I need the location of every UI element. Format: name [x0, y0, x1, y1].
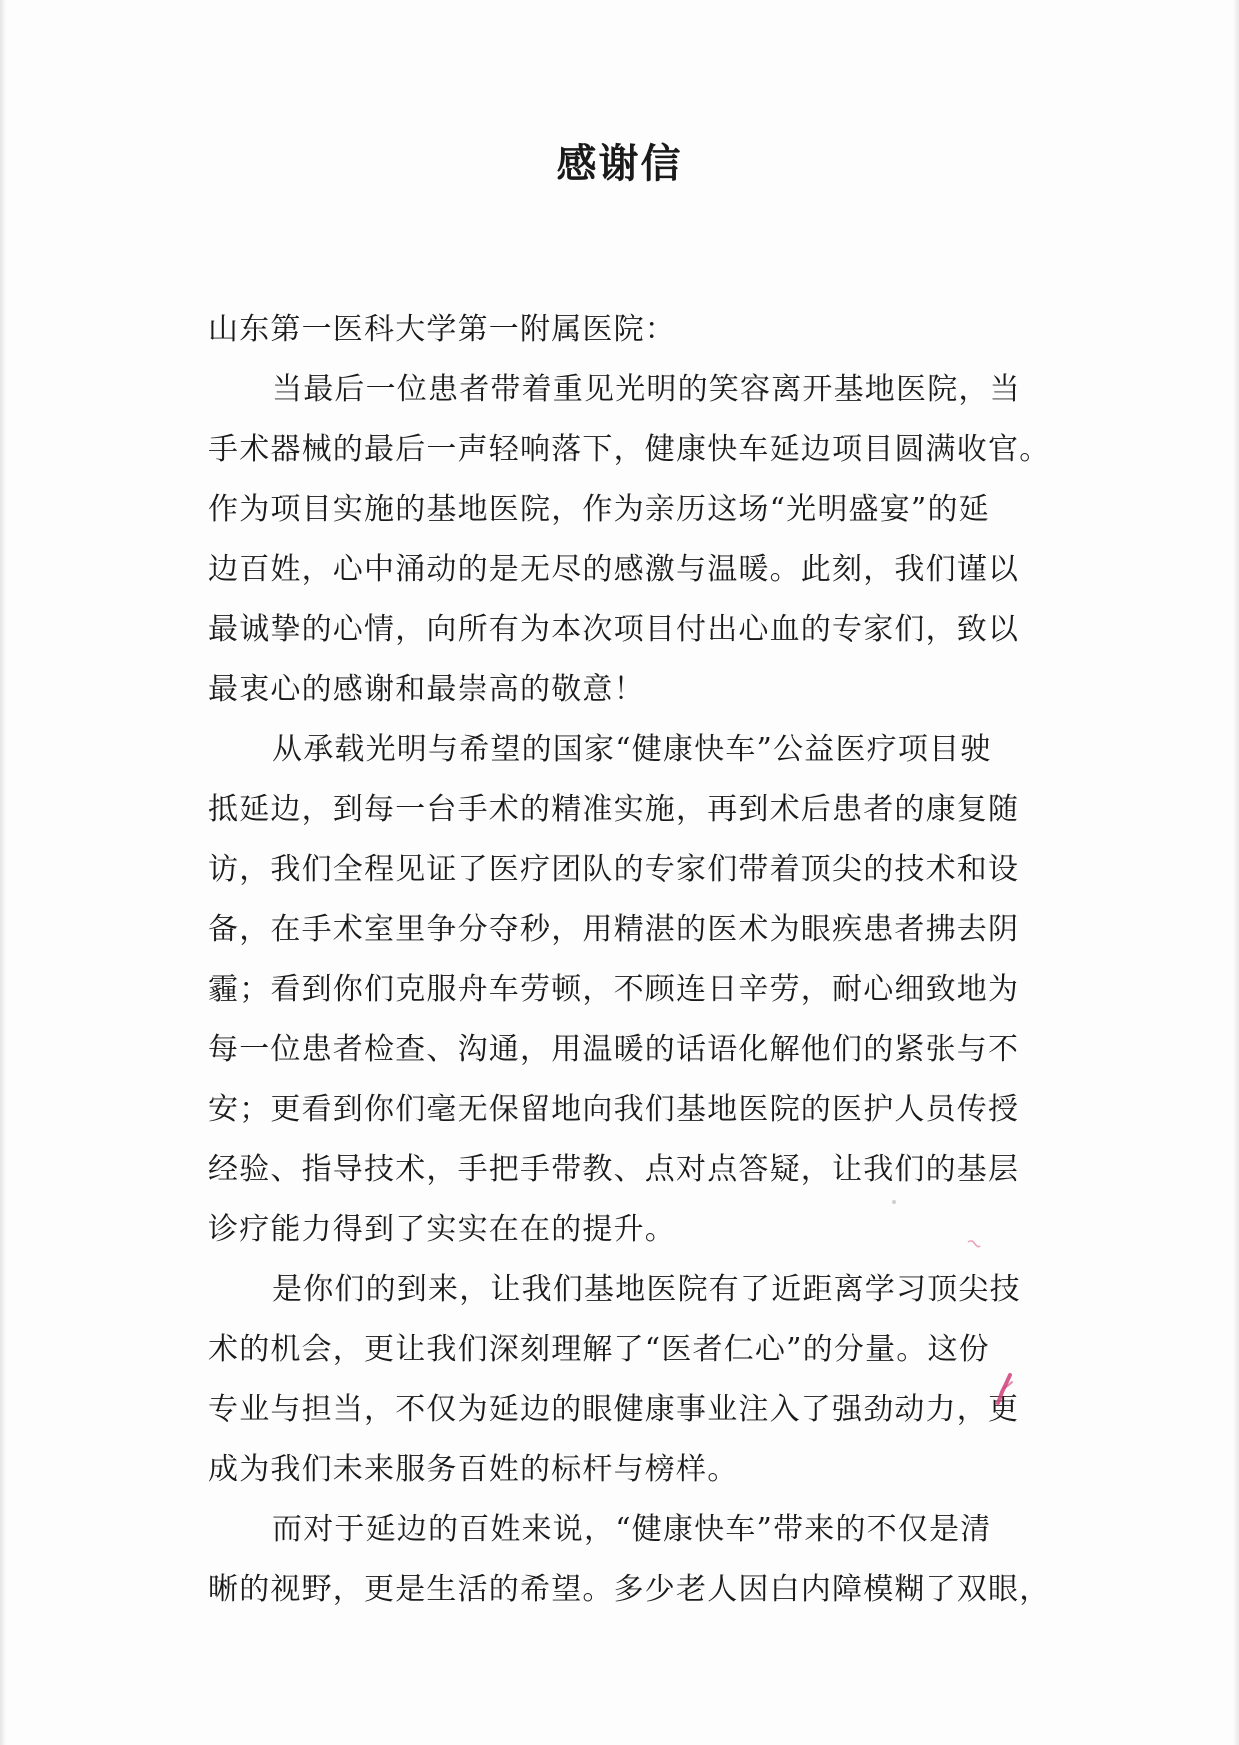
paragraph-2-line-5: 霾；看到你们克服舟车劳顿，不顾连日辛劳，耐心细致地为 — [208, 972, 1020, 1007]
paragraph-3-line-2: 术的机会，更让我们深刻理解了“医者仁心”的分量。这份 — [208, 1332, 990, 1367]
paragraph-4-line-1: 而对于延边的百姓来说，“健康快车”带来的不仅是清 — [272, 1512, 992, 1547]
paragraph-2-line-1: 从承载光明与希望的国家“健康快车”公益医疗项目驶 — [272, 732, 992, 767]
paragraph-1-line-4: 边百姓，心中涌动的是无尽的感激与温暖。此刻，我们谨以 — [208, 552, 1020, 587]
paragraph-2-line-2: 抵延边，到每一台手术的精准实施，再到术后患者的康复随 — [208, 792, 1020, 827]
paragraph-1-line-1: 当最后一位患者带着重见光明的笑容离开基地医院，当 — [272, 372, 1021, 407]
paragraph-2-line-6: 每一位患者检查、沟通，用温暖的话语化解他们的紧张与不 — [208, 1032, 1020, 1067]
pen-mark-small — [966, 1238, 982, 1252]
paragraph-4-line-2: 晰的视野，更是生活的希望。多少老人因白内障模糊了双眼， — [208, 1572, 1051, 1607]
paragraph-1-line-2: 手术器械的最后一声轻响落下，健康快车延边项目圆满收官。 — [208, 432, 1051, 467]
paragraph-2-line-8: 经验、指导技术，手把手带教、点对点答疑，让我们的基层 — [208, 1152, 1020, 1187]
paragraph-2-line-4: 备，在手术室里争分夺秒，用精湛的医术为眼疾患者拂去阴 — [208, 912, 1020, 947]
paragraph-1-line-5: 最诚挚的心情，向所有为本次项目付出心血的专家们，致以 — [208, 612, 1020, 647]
paragraph-3-line-4: 成为我们未来服务百姓的标杆与榜样。 — [208, 1452, 739, 1487]
paragraph-1-line-3: 作为项目实施的基地医院，作为亲历这场“光明盛宴”的延 — [208, 492, 990, 527]
paragraph-2-line-9: 诊疗能力得到了实实在在的提升。 — [208, 1212, 676, 1247]
paragraph-2-line-7: 安；更看到你们毫无保留地向我们基地医院的医护人员传授 — [208, 1092, 1020, 1127]
letter-title: 感谢信 — [556, 141, 683, 187]
scan-edge-right — [1233, 0, 1239, 1745]
paragraph-3-line-1: 是你们的到来，让我们基地医院有了近距离学习顶尖技 — [272, 1272, 1021, 1307]
salutation: 山东第一医科大学第一附属医院： — [208, 312, 676, 347]
paragraph-1-line-6: 最衷心的感谢和最崇高的敬意！ — [208, 672, 645, 707]
pen-mark — [990, 1372, 1020, 1406]
scan-edge-left — [0, 0, 6, 1745]
paragraph-3-line-3: 专业与担当，不仅为延边的眼健康事业注入了强劲动力，更 — [208, 1392, 1020, 1427]
letter-body — [208, 300, 1088, 1620]
scan-speck — [892, 1200, 896, 1204]
paragraph-2-line-3: 访，我们全程见证了医疗团队的专家们带着顶尖的技术和设 — [208, 852, 1020, 887]
